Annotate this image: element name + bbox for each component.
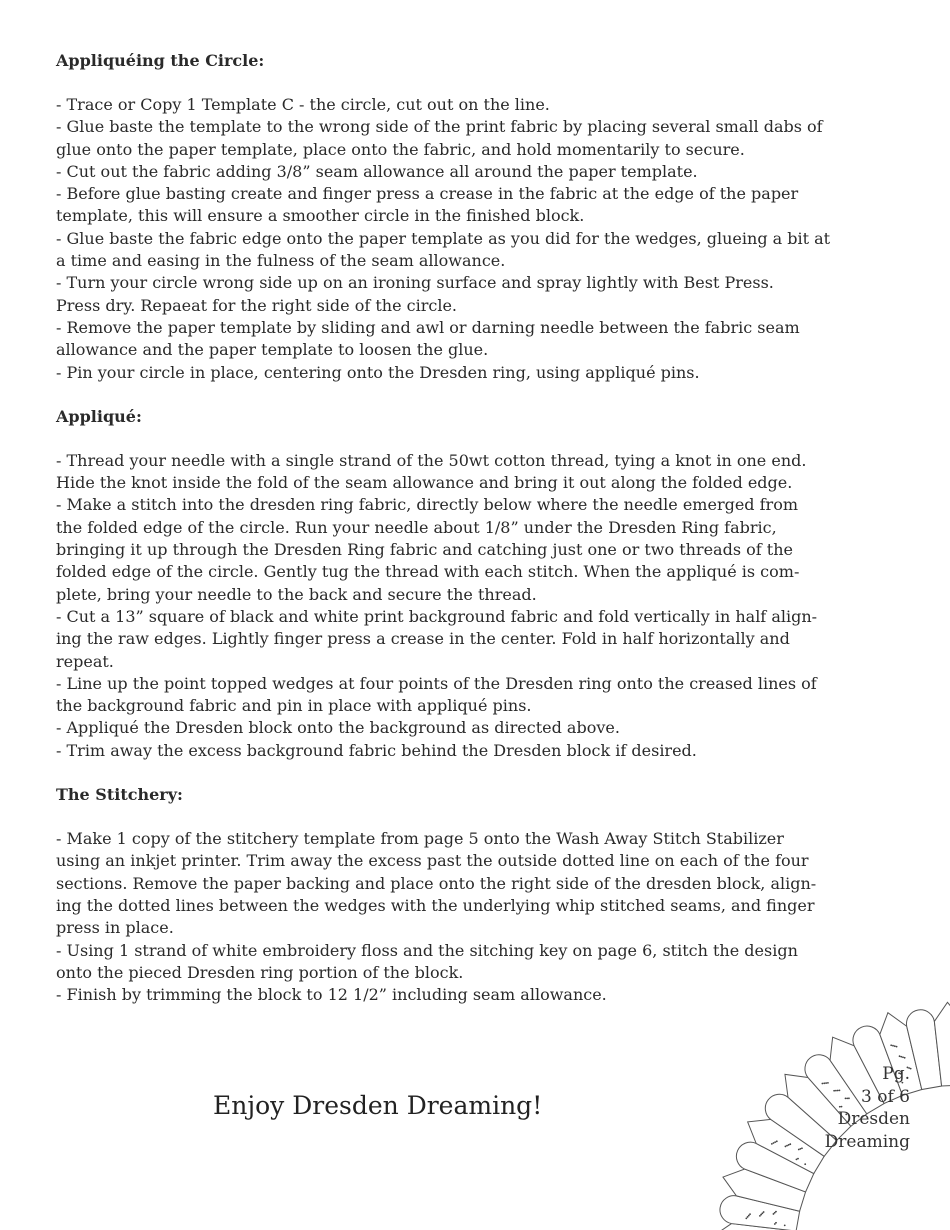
heading-spacer <box>56 806 896 828</box>
instruction-line: Hide the knot inside the fold of the seam allowance and bring it out along the folded edge. <box>56 473 793 493</box>
instruction-line: the background fabric and pin in place with appliqué pins. <box>56 696 532 716</box>
instruction-line: ing the dotted lines between the wedges with the underlying whip stitched seams, and finger <box>56 895 815 915</box>
page-label-prefix: Pg. <box>882 1064 910 1084</box>
instruction-line: - Glue baste the template to the wrong side of the print fabric by placing several small dabs of <box>56 117 823 137</box>
section-heading: The Stitchery: <box>56 785 183 805</box>
instruction-line: - Make a stitch into the dresden ring fabric, directly below where the needle emerged from <box>56 495 798 515</box>
instruction-line: - Using 1 strand of white embroidery floss and the sitching key on page 6, stitch the design <box>56 940 798 960</box>
instruction-line: press in place. <box>56 918 174 938</box>
instruction-line: folded edge of the circle. Gently tug the thread with each stitch. When the appliqué is com- <box>56 562 800 582</box>
pattern-name-line1: Dresden <box>837 1109 910 1129</box>
section-heading: Appliqué: <box>56 406 142 426</box>
instruction-line: - Pin your circle in place, centering onto the Dresden ring, using appliqué pins. <box>56 362 700 382</box>
instruction-line: - Before glue basting create and finger press a crease in the fabric at the edge of the paper <box>56 184 799 204</box>
instruction-line: - Glue baste the fabric edge onto the paper template as you did for the wedges, glueing a bit at <box>56 228 831 248</box>
instruction-line: sections. Remove the paper backing and place onto the right side of the dresden block, align- <box>56 873 817 893</box>
instruction-line: - Turn your circle wrong side up on an ironing surface and spray lightly with Best Press. <box>56 273 774 293</box>
pattern-name-line2: Dreaming <box>824 1131 910 1152</box>
instruction-line: repeat. <box>56 651 114 671</box>
instruction-line: - Cut a 13” square of black and white print background fabric and fold vertically in half align- <box>56 606 818 626</box>
section-heading: Appliquéing the Circle: <box>56 51 265 70</box>
instruction-line: plete, bring your needle to the back and secure the thread. <box>56 584 537 604</box>
instruction-line: - Finish by trimming the block to 12 1/2” including seam allowance. <box>56 985 607 1005</box>
instruction-line: - Trim away the excess background fabric behind the Dresden block if desired. <box>56 740 697 760</box>
instruction-line: - Cut out the fabric adding 3/8” seam allowance all around the paper template. <box>56 161 698 181</box>
instruction-line: allowance and the paper template to loosen the glue. <box>56 340 489 360</box>
page-number: 3 of 6 <box>861 1086 910 1107</box>
instruction-line: onto the pieced Dresden ring portion of the block. <box>56 962 464 982</box>
heading-spacer <box>56 72 896 94</box>
heading-spacer <box>56 428 896 450</box>
instruction-line: - Line up the point topped wedges at four points of the Dresden ring onto the creased lines of <box>56 673 817 693</box>
instruction-line: template, this will ensure a smoother circle in the finished block. <box>56 206 585 226</box>
instruction-line: using an inkjet printer. Trim away the excess past the outside dotted line on each of the four <box>56 851 809 871</box>
instruction-line: ing the raw edges. Lightly finger press a crease in the center. Fold in half horizontally and <box>56 629 790 649</box>
instruction-line: - Remove the paper template by sliding and awl or darning needle between the fabric seam <box>56 317 800 337</box>
section-spacer <box>56 762 896 784</box>
instruction-line: - Trace or Copy 1 Template C - the circle, cut out on the line. <box>56 95 550 114</box>
instruction-line: - Make 1 copy of the stitchery template from page 5 onto the Wash Away Stitch Stabilizer <box>56 829 784 849</box>
instructions-document <box>56 50 896 1006</box>
instruction-line: - Thread your needle with a single strand of the 50wt cotton thread, tying a knot in one end. <box>56 450 807 470</box>
instruction-line: a time and easing in the fulness of the seam allowance. <box>56 251 506 271</box>
instruction-line: - Appliqué the Dresden block onto the background as directed above. <box>56 718 620 738</box>
closing-message: Enjoy Dresden Dreaming! <box>213 1091 543 1120</box>
instruction-line: bringing it up through the Dresden Ring fabric and catching just one or two threads of the <box>56 540 793 560</box>
section-spacer <box>56 384 896 406</box>
instruction-line: glue onto the paper template, place onto the fabric, and hold momentarily to secure. <box>56 139 745 159</box>
instruction-line: Press dry. Repaeat for the right side of the circle. <box>56 295 458 315</box>
instruction-line: the folded edge of the circle. Run your needle about 1/8” under the Dresden Ring fabric, <box>56 517 777 537</box>
page-label <box>825 1063 910 1153</box>
